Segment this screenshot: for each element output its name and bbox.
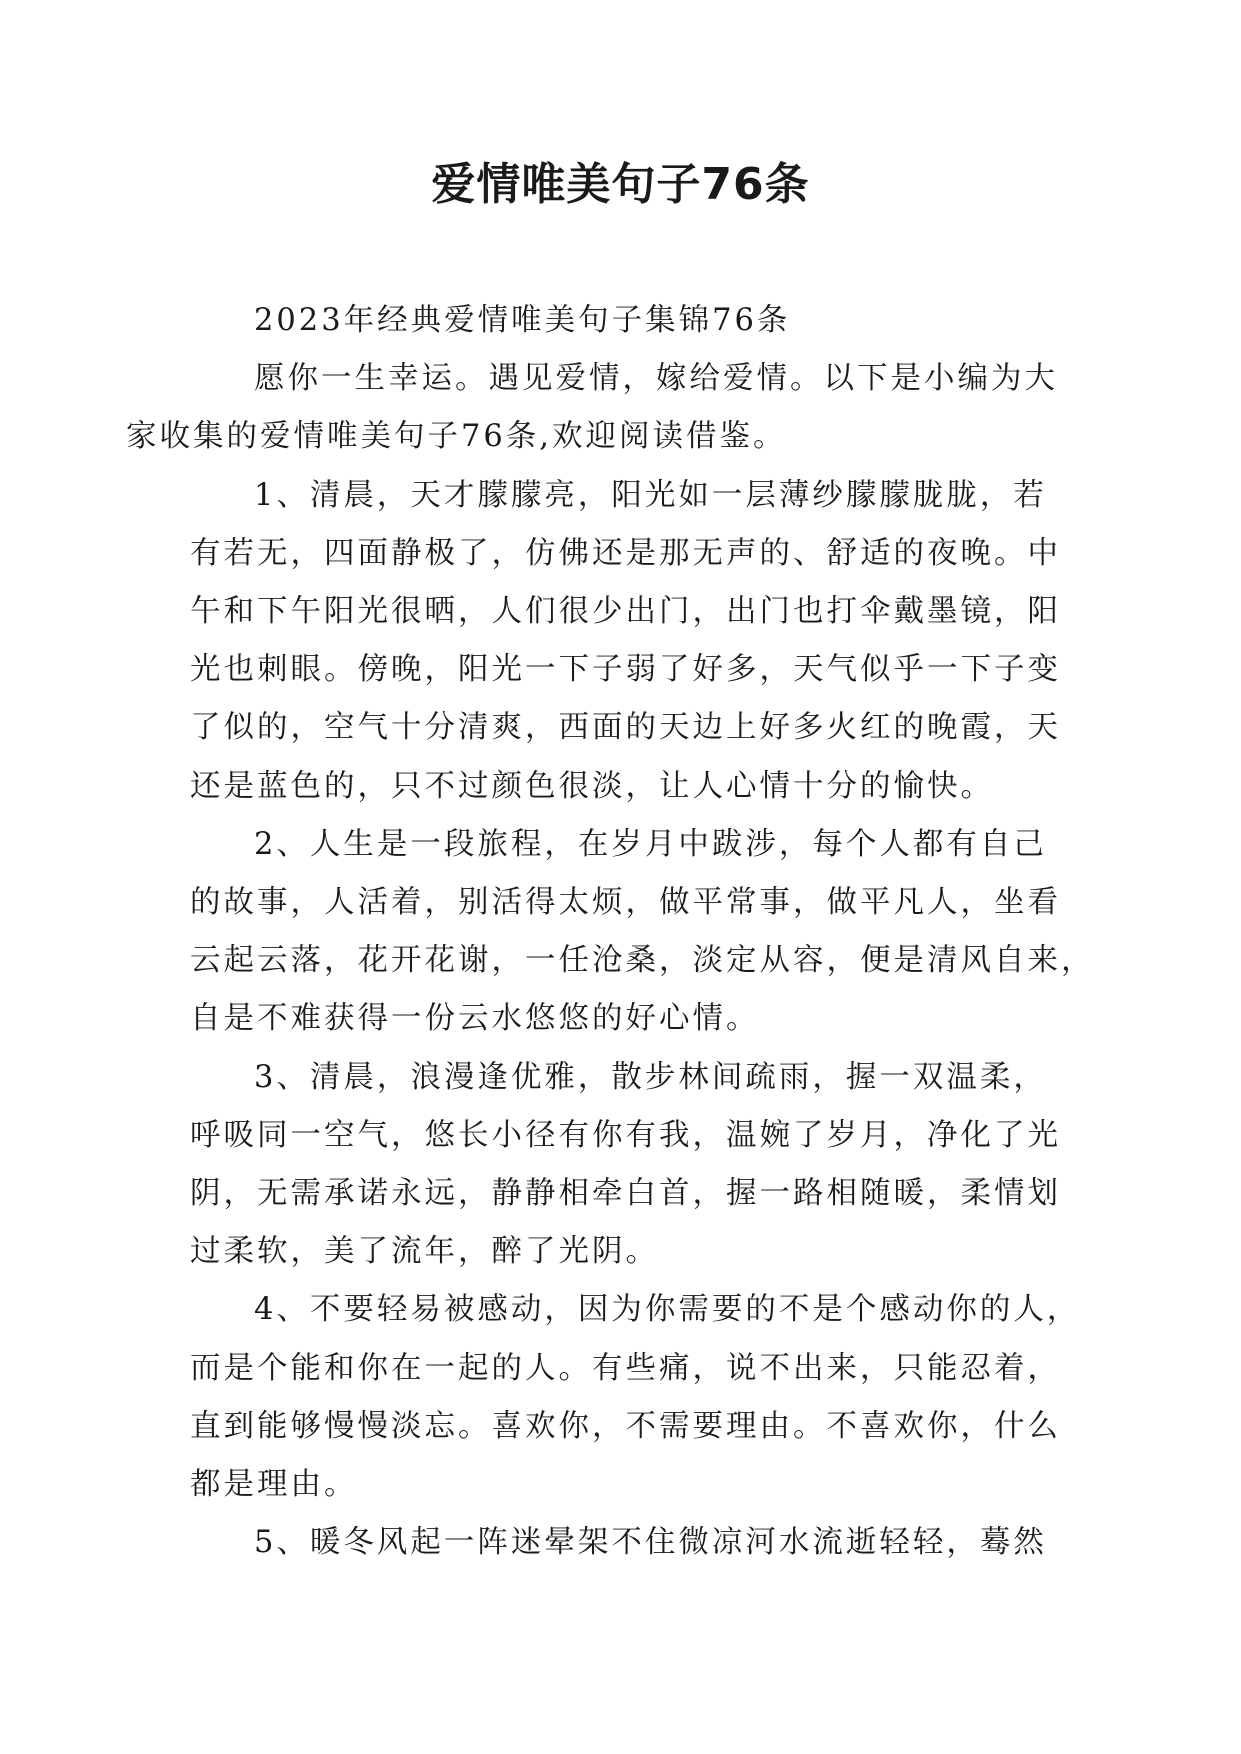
text-line: 云起云落，花开花谢，一任沧桑，淡定从容，便是清风自来， <box>190 943 1095 979</box>
text-line: 还是蓝色的，只不过颜色很淡，让人心情十分的愉快。 <box>190 768 994 804</box>
text-line: 自是不难获得一份云水悠悠的好心情。 <box>190 1001 760 1037</box>
paragraph-item-2 <box>190 816 1095 1049</box>
text-line: 有若无，四面静极了，仿佛还是那无声的、舒适的夜晚。中 <box>190 535 1061 571</box>
text-line: 4、不要轻易被感动，因为你需要的不是个感动你的人， <box>254 1292 1081 1328</box>
paragraph-item-1 <box>190 467 1065 816</box>
paragraph-item-4 <box>190 1281 1081 1514</box>
text-line: 而是个能和你在一起的人。有些痛，说不出来，只能忍着， <box>190 1350 1061 1386</box>
text-line: 的故事，人活着，别活得太烦，做平常事，做平凡人，坐看 <box>190 885 1061 921</box>
text-line: 2023年经典爱情唯美句子集锦76条 <box>254 303 791 338</box>
text-line: 呼吸同一空气，悠长小径有你有我，温婉了岁月，净化了光 <box>190 1117 1061 1153</box>
text-line: 直到能够慢慢淡忘。喜欢你，不需要理由。不喜欢你，什么 <box>190 1408 1061 1444</box>
paragraph-subtitle <box>190 292 1065 350</box>
page-title: 爱情唯美句子76条 <box>431 159 810 210</box>
document-body <box>126 292 1095 1572</box>
text-line: 午和下午阳光很晒，人们很少出门，出门也打伞戴墨镜，阳 <box>190 594 1061 630</box>
text-line: 了似的，空气十分清爽，西面的天边上好多火红的晚霞，天 <box>190 710 1061 746</box>
paragraph-item-5 <box>190 1514 1065 1572</box>
text-line: 都是理由。 <box>190 1467 358 1503</box>
paragraph-item-3 <box>190 1049 1065 1282</box>
text-line: 愿你一生幸运。遇见爱情，嫁给爱情。以下是小编为大 <box>254 361 1058 397</box>
text-line: 家收集的爱情唯美句子76条,欢迎阅读借鉴。 <box>126 419 787 455</box>
text-line: 2、人生是一段旅程，在岁月中跋涉，每个人都有自己 <box>254 826 1047 862</box>
text-line: 阴，无需承诺永远，静静相牵白首，握一路相随暖，柔情划 <box>190 1176 1061 1212</box>
text-line: 光也刺眼。傍晚，阳光一下子弱了好多，天气似乎一下子变 <box>190 652 1061 688</box>
text-line: 1、清晨，天才朦朦亮，阳光如一层薄纱朦朦胧胧，若 <box>254 477 1047 513</box>
text-line: 过柔软，美了流年，醉了光阴。 <box>190 1234 659 1270</box>
paragraph-intro <box>126 350 1065 466</box>
text-line: 3、清晨，浪漫逢优雅，散步林间疏雨，握一双温柔， <box>254 1059 1047 1095</box>
text-line: 5、暖冬风起一阵迷晕架不住微凉河水流逝轻轻，蓦然 <box>254 1525 1047 1561</box>
